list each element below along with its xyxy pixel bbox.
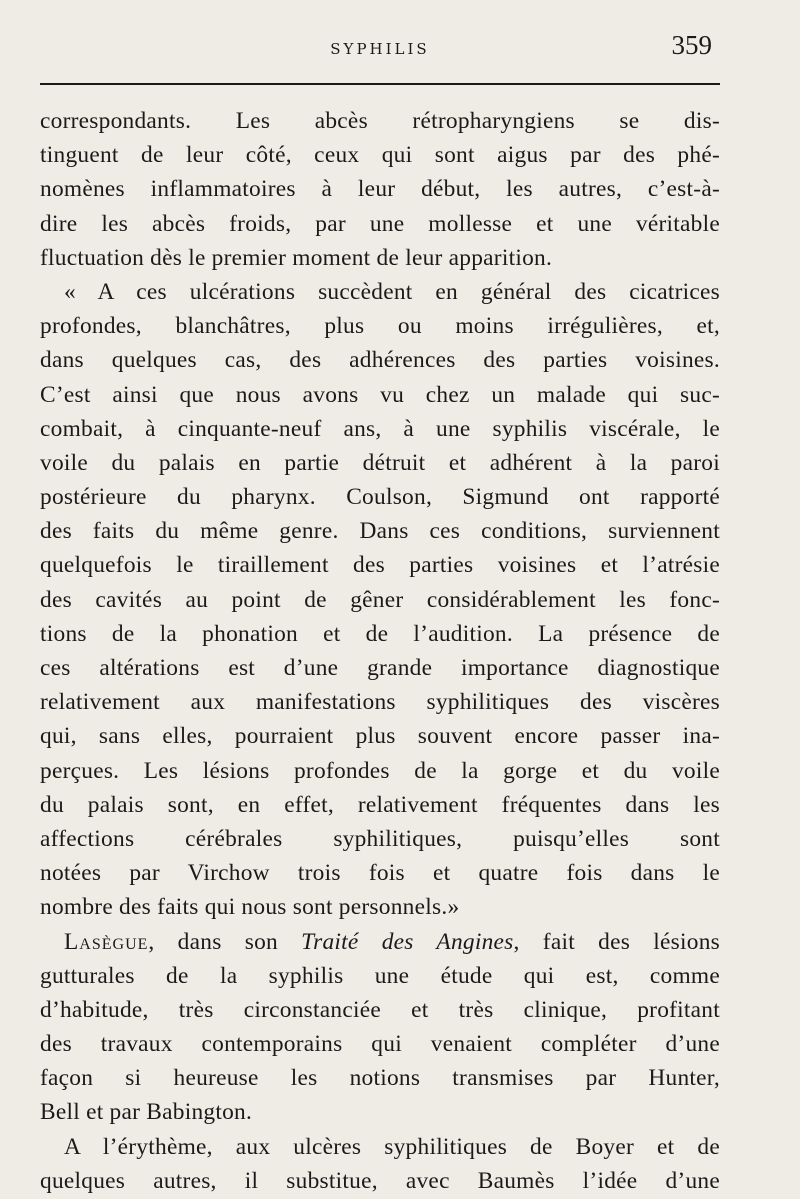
text-line: combait, à cinquante-neuf ans, à une syphilis viscérale, le — [40, 415, 720, 442]
header-rule — [40, 83, 720, 85]
book-title: Traité des Angines — [301, 928, 514, 955]
text-line: dire les abcès froids, par une mollesse et une véritable — [40, 210, 720, 237]
text-line: quelquefois le tiraillement des parties voisines et l’atrésie — [40, 552, 720, 579]
text-line: voile du palais en partie détruit et adhérent à la paroi — [40, 449, 720, 476]
lasegue-line — [40, 925, 720, 959]
text-line: fluctuation dès le premier moment de leur apparition. — [40, 244, 553, 271]
text-line: nomènes inflammatoires à leur début, les autres, c’est-à- — [40, 176, 720, 203]
running-title: SYPHILIS — [330, 40, 430, 58]
text-line: Bell et par Babington. — [40, 1099, 253, 1126]
text-line: A l’érythème, aux ulcères syphilitiques de Boyer et de — [64, 1133, 720, 1160]
text-line: des travaux contemporains qui venaient compléter d’une — [40, 1031, 720, 1058]
text-line: tions de la phonation et de l’audition. La présence de — [40, 620, 720, 647]
running-head — [40, 30, 720, 68]
text-fragment: , dans son — [148, 928, 302, 955]
text-line: postérieure du pharynx. Coulson, Sigmund ont rapporté — [40, 484, 720, 511]
body-text — [40, 104, 720, 1198]
text-line: des faits du même genre. Dans ces conditions, surviennent — [40, 518, 720, 545]
page-number: 359 — [671, 30, 712, 60]
text-line: C’est ainsi que nous avons vu chez un malade qui suc- — [40, 381, 720, 408]
text-line: d’habitude, très circonstanciée et très clinique, profitant — [40, 996, 720, 1023]
text-line: notées par Virchow trois fois et quatre fois dans le — [40, 860, 720, 887]
text-line: « A ces ulcérations succèdent en général des cicatrices — [64, 278, 720, 305]
text-line: correspondants. Les abcès rétropharyngiens se dis- — [40, 108, 720, 134]
text-line: affections cérébrales syphilitiques, puisqu’elles sont — [40, 825, 720, 852]
text-line: gutturales de la syphilis une étude qui est, comme — [40, 962, 720, 989]
text-line: perçues. Les lésions profondes de la gorge et du voile — [40, 757, 720, 784]
author-name: Lasègue — [64, 928, 149, 955]
text-line: quelques autres, il substitue, avec Baumès l’idée d’une — [40, 1167, 720, 1194]
text-line: tinguent de leur côté, ceux qui sont aigus par des phé- — [40, 142, 720, 169]
text-line: ces altérations est d’une grande importance diagnostique — [40, 655, 720, 681]
text-line: qui, sans elles, pourraient plus souvent encore passer ina- — [40, 723, 720, 750]
text-fragment: , fait des lésions — [513, 928, 720, 955]
text-line: façon si heureuse les notions transmises par Hunter, — [40, 1065, 720, 1092]
text-line: profondes, blanchâtres, plus ou moins irrégulières, et, — [40, 313, 720, 340]
text-line: relativement aux manifestations syphilitiques des viscères — [40, 689, 720, 716]
text-line: des cavités au point de gêner considérablement les fonc- — [40, 586, 720, 613]
text-line: du palais sont, en effet, relativement fréquentes dans les — [40, 791, 720, 818]
text-line: dans quelques cas, des adhérences des parties voisines. — [40, 347, 720, 374]
text-line: nombre des faits qui nous sont personnels.» — [40, 894, 460, 921]
